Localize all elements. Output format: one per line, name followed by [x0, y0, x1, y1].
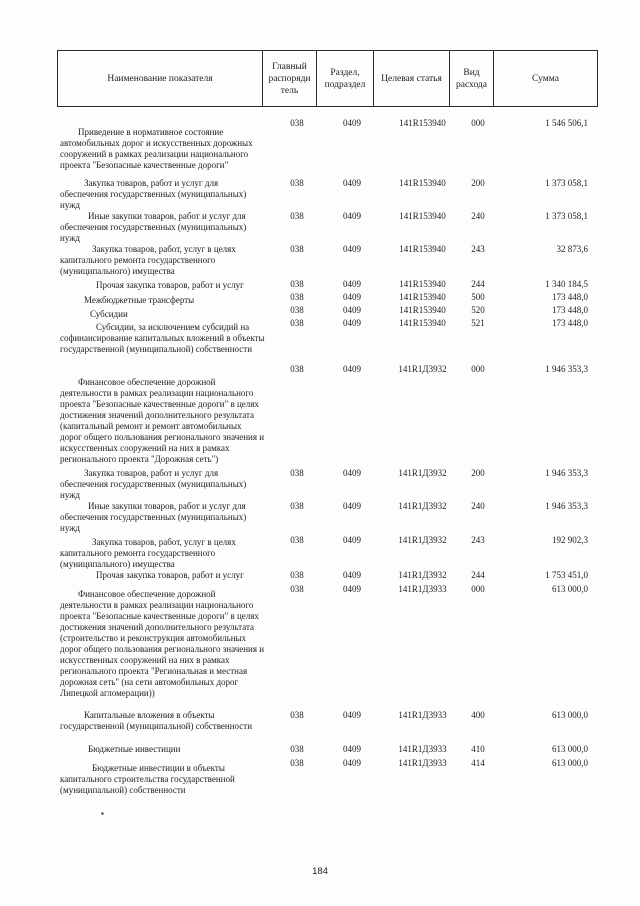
cell-razdel: 0409: [343, 758, 361, 768]
cell-sum: 173 448,0: [552, 305, 588, 315]
cell-vr: 414: [471, 758, 485, 768]
cell-name: Прочая закупка товаров, работ и услуг: [96, 570, 244, 580]
cell-csr: 141R1Д3932: [398, 570, 447, 580]
cell-grbs: 038: [290, 118, 304, 128]
cell-csr: 141R1Д3933: [398, 710, 447, 720]
cell-grbs: 038: [290, 279, 304, 289]
scan-speck: ▪: [101, 809, 104, 818]
cell-sum: 173 448,0: [552, 318, 588, 328]
cell-name: Закупка товаров, работ, услуг в целях капитального ремонта государственного (муниципального) имущества: [60, 537, 236, 569]
cell-grbs: 038: [290, 584, 304, 594]
cell-sum: 1 946 353,3: [545, 501, 588, 511]
cell-sum: 1 340 184,5: [545, 279, 588, 289]
cell-sum: 1 546 506,1: [545, 118, 588, 128]
header-name-column: Наименование показателя: [58, 51, 263, 106]
cell-razdel: 0409: [343, 584, 361, 594]
header-razdel-column: Раздел, подраздел: [317, 51, 374, 106]
cell-grbs: 038: [290, 211, 304, 221]
cell-csr: 141R1Д3932: [398, 364, 447, 374]
cell-grbs: 038: [290, 178, 304, 188]
cell-vr: 000: [471, 364, 485, 374]
cell-name: Закупка товаров, работ, услуг в целях капитального ремонта государственного (муниципального) имущества: [60, 244, 236, 276]
cell-csr: 141R153940: [399, 244, 446, 254]
cell-razdel: 0409: [343, 364, 361, 374]
cell-razdel: 0409: [343, 244, 361, 254]
cell-name: Межбюджетные трансферты: [84, 295, 195, 305]
cell-razdel: 0409: [343, 292, 361, 302]
cell-vr: 520: [471, 305, 485, 315]
cell-vr: 200: [471, 468, 485, 478]
cell-grbs: 038: [290, 501, 304, 511]
cell-csr: 141R1Д3933: [398, 744, 447, 754]
cell-vr: 244: [471, 279, 485, 289]
cell-name: Финансовое обеспечение дорожной деятельности в рамках реализации национального проекта "Безопасные качественные дороги" в целях достижения значений дополнительного результата (капитальный ремонт и ремонт автомобильных дорог общего пользования регионального значения и искусственных сооружений на них в рамках регионального проекта "Дорожная сеть"): [60, 377, 265, 464]
cell-csr: 141R153940: [399, 292, 446, 302]
cell-razdel: 0409: [343, 744, 361, 754]
cell-sum: 613 000,0: [552, 758, 588, 768]
cell-csr: 141R153940: [399, 118, 446, 128]
cell-csr: 141R153940: [399, 305, 446, 315]
cell-sum: 613 000,0: [552, 584, 588, 594]
header-sum-column: Сумма: [532, 73, 559, 84]
cell-razdel: 0409: [343, 118, 361, 128]
cell-csr: 141R1Д3932: [398, 535, 447, 545]
cell-name: Субсидии, за исключением субсидий на софинансирование капитальных вложений в объекты государственной (муниципальной) собственности: [60, 322, 265, 354]
cell-csr: 141R153940: [399, 318, 446, 328]
cell-vr: 243: [471, 535, 485, 545]
cell-csr: 141R1Д3933: [398, 758, 447, 768]
cell-sum: 173 448,0: [552, 292, 588, 302]
cell-grbs: 038: [290, 364, 304, 374]
cell-vr: 244: [471, 570, 485, 580]
cell-sum: 1 753 451,0: [545, 570, 588, 580]
cell-name: Капитальные вложения в объекты государственной (муниципальной) собственности: [60, 710, 253, 731]
cell-csr: 141R153940: [399, 279, 446, 289]
cell-razdel: 0409: [343, 211, 361, 221]
cell-razdel: 0409: [343, 570, 361, 580]
cell-grbs: 038: [290, 535, 304, 545]
cell-vr: 410: [471, 744, 485, 754]
cell-sum: 1 373 058,1: [545, 211, 588, 221]
cell-sum: 192 902,3: [552, 535, 588, 545]
cell-grbs: 038: [290, 710, 304, 720]
cell-sum: 1 946 353,3: [545, 468, 588, 478]
cell-razdel: 0409: [343, 468, 361, 478]
cell-vr: 521: [471, 318, 485, 328]
cell-name: Бюджетные инвестиции в объекты капитального строительства государственной (муниципальной) собственности: [60, 763, 235, 795]
cell-vr: 243: [471, 244, 485, 254]
cell-razdel: 0409: [343, 535, 361, 545]
cell-csr: 141R1Д3932: [398, 468, 447, 478]
cell-name: Иные закупки товаров, работ и услуг для обеспечения государственных (муниципальных) нужд: [60, 501, 247, 533]
cell-grbs: 038: [290, 292, 304, 302]
header-grbs-column: Главный распоряди тель: [263, 51, 317, 106]
cell-razdel: 0409: [343, 501, 361, 511]
cell-name: Субсидии: [90, 309, 128, 319]
cell-name: Бюджетные инвестиции: [88, 744, 181, 754]
cell-name: Прочая закупка товаров, работ и услуг: [96, 280, 244, 290]
cell-csr: 141R153940: [399, 211, 446, 221]
cell-sum: 1 373 058,1: [545, 178, 588, 188]
cell-grbs: 038: [290, 468, 304, 478]
cell-name: Иные закупки товаров, работ и услуг для обеспечения государственных (муниципальных) нужд: [60, 211, 247, 243]
cell-vr: 400: [471, 710, 485, 720]
cell-vr: 500: [471, 292, 485, 302]
cell-razdel: 0409: [343, 305, 361, 315]
cell-razdel: 0409: [343, 318, 361, 328]
cell-csr: 141R1Д3932: [398, 501, 447, 511]
cell-grbs: 038: [290, 244, 304, 254]
page-number: 184: [312, 866, 328, 877]
cell-grbs: 038: [290, 744, 304, 754]
cell-grbs: 038: [290, 318, 304, 328]
cell-csr: 141R153940: [399, 178, 446, 188]
header-expense-type-column: Вид расхода: [450, 51, 494, 106]
cell-csr: 141R1Д3933: [398, 584, 447, 594]
cell-vr: 240: [471, 501, 485, 511]
cell-razdel: 0409: [343, 178, 361, 188]
cell-sum: 613 000,0: [552, 710, 588, 720]
cell-name: Закупка товаров, работ и услуг для обеспечения государственных (муниципальных) нужд: [60, 178, 247, 210]
cell-vr: 200: [471, 178, 485, 188]
cell-name: Финансовое обеспечение дорожной деятельности в рамках реализации национального проекта "Безопасные качественные дороги" в целях достижения значений дополнительного результата (строительство и реконструкция автомобильных дорог общего пользования регионального значения и искусственных сооружений на них в рамках регионального проекта "Региональная и местная дорожная сеть" (на сети автомобильных дорог Липецкой агломерации)): [60, 589, 265, 698]
cell-sum: 613 000,0: [552, 744, 588, 754]
cell-vr: 000: [471, 584, 485, 594]
cell-sum: 1 946 353,3: [545, 364, 588, 374]
cell-vr: 240: [471, 211, 485, 221]
cell-name: Приведение в нормативное состояние автомобильных дорог и искусственных дорожных сооружений в рамках реализации национального проекта "Безопасные качественные дороги": [60, 127, 253, 170]
cell-razdel: 0409: [343, 279, 361, 289]
cell-vr: 000: [471, 118, 485, 128]
header-target-article-column: Целевая статья: [374, 51, 450, 106]
cell-razdel: 0409: [343, 710, 361, 720]
cell-grbs: 038: [290, 570, 304, 580]
cell-grbs: 038: [290, 305, 304, 315]
cell-name: Закупка товаров, работ и услуг для обеспечения государственных (муниципальных) нужд: [60, 468, 247, 500]
table-header: [57, 50, 598, 107]
cell-grbs: 038: [290, 758, 304, 768]
cell-sum: 32 873,6: [556, 244, 588, 254]
